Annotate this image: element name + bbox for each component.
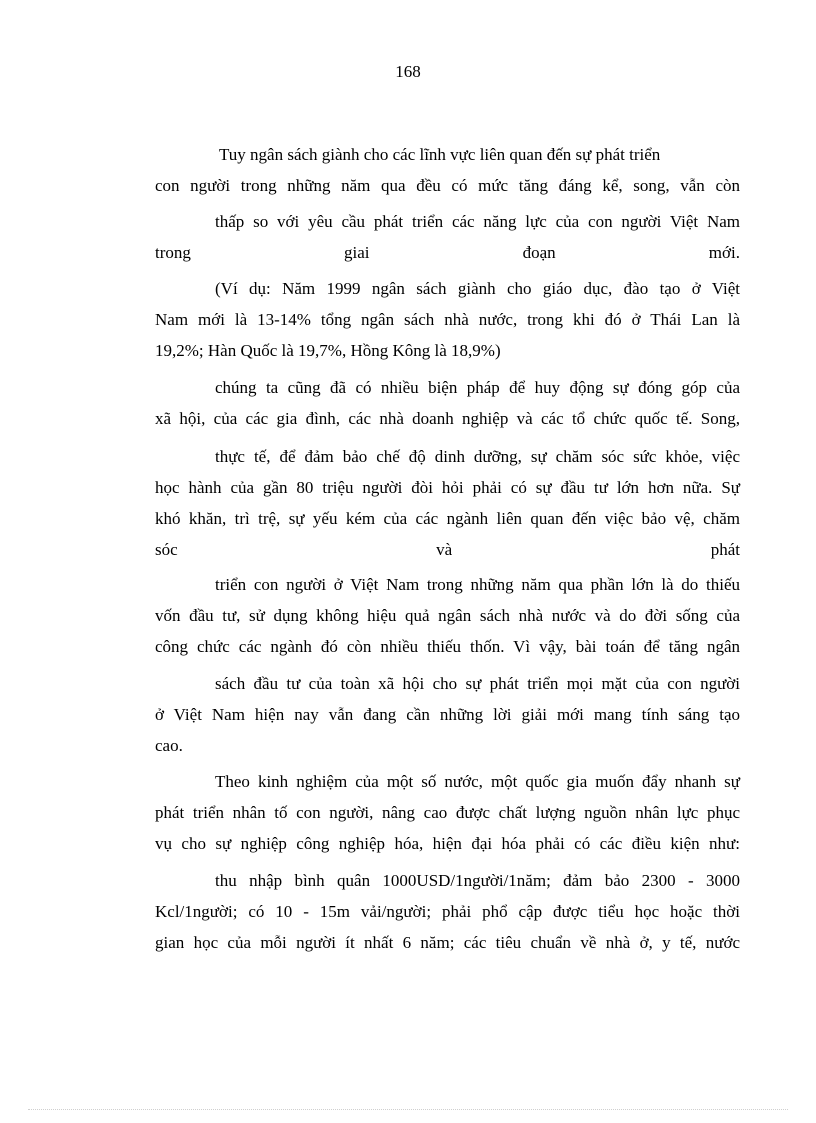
text-line: Kcl/1người; có 10 - 15m vải/người; phải phổ cập được tiểu học hoặc thời: [155, 902, 740, 921]
text-line: phát triển nhân tố con người, nâng cao được chất lượng nguồn nhân lực phục: [155, 803, 740, 822]
text-line: thực tế, để đảm bảo chế độ dinh dưỡng, sự chăm sóc sức khỏe, việc: [215, 447, 740, 466]
text-line: thấp so với yêu cầu phát triển các năng lực của con người Việt Nam: [215, 212, 740, 231]
text-line: cao.: [155, 736, 183, 755]
text-line: trong giai đoạn mới.: [155, 243, 740, 262]
page-bottom-rule: [28, 1109, 788, 1110]
text-line: triển con người ở Việt Nam trong những năm qua phần lớn là do thiếu: [215, 575, 740, 594]
text-line: công chức các ngành đó còn nhiều thiếu thốn. Vì vậy, bài toán để tăng ngân: [155, 637, 740, 656]
text-line: 19,2%; Hàn Quốc là 19,7%, Hồng Kông là 18,9%): [155, 341, 501, 360]
text-line: vốn đầu tư, sử dụng không hiệu quả ngân sách nhà nước và do đời sống của: [155, 606, 740, 625]
text-line: ở Việt Nam hiện nay vẫn đang cần những lời giải mới mang tính sáng tạo: [155, 705, 740, 724]
text-line: vụ cho sự nghiệp công nghiệp hóa, hiện đại hóa phải có các điều kiện như:: [155, 834, 740, 853]
text-line: chúng ta cũng đã có nhiều biện pháp để huy động sự đóng góp của: [215, 378, 740, 397]
text-line: Tuy ngân sách giành cho các lĩnh vực liên quan đến sự phát triển: [219, 145, 661, 164]
text-line: (Ví dụ: Năm 1999 ngân sách giành cho giáo dục, đào tạo ở Việt: [215, 279, 740, 298]
text-line: khó khăn, trì trệ, sự yếu kém của các ngành liên quan đến việc bảo vệ, chăm: [155, 509, 740, 528]
text-line: học hành của gần 80 triệu người đòi hỏi phải có sự đầu tư lớn hơn nữa. Sự: [155, 478, 740, 497]
text-line: sách đầu tư của toàn xã hội cho sự phát triển mọi mặt của con người: [215, 674, 740, 693]
text-line: con người trong những năm qua đều có mức tăng đáng kể, song, vẫn còn: [155, 176, 740, 195]
text-line: sóc và phát: [155, 540, 740, 559]
text-line: Theo kinh nghiệm của một số nước, một quốc gia muốn đẩy nhanh sự: [215, 772, 740, 791]
text-line: gian học của mỗi người ít nhất 6 năm; các tiêu chuẩn về nhà ở, y tế, nước: [155, 933, 740, 952]
text-line: thu nhập bình quân 1000USD/1người/1năm; đảm bảo 2300 - 3000: [215, 871, 740, 890]
text-line: Nam mới là 13-14% tổng ngân sách nhà nước, trong khi đó ở Thái Lan là: [155, 310, 740, 329]
page-number: 168: [395, 62, 421, 81]
text-line: xã hội, của các gia đình, các nhà doanh nghiệp và các tổ chức quốc tế. Song,: [155, 409, 740, 428]
